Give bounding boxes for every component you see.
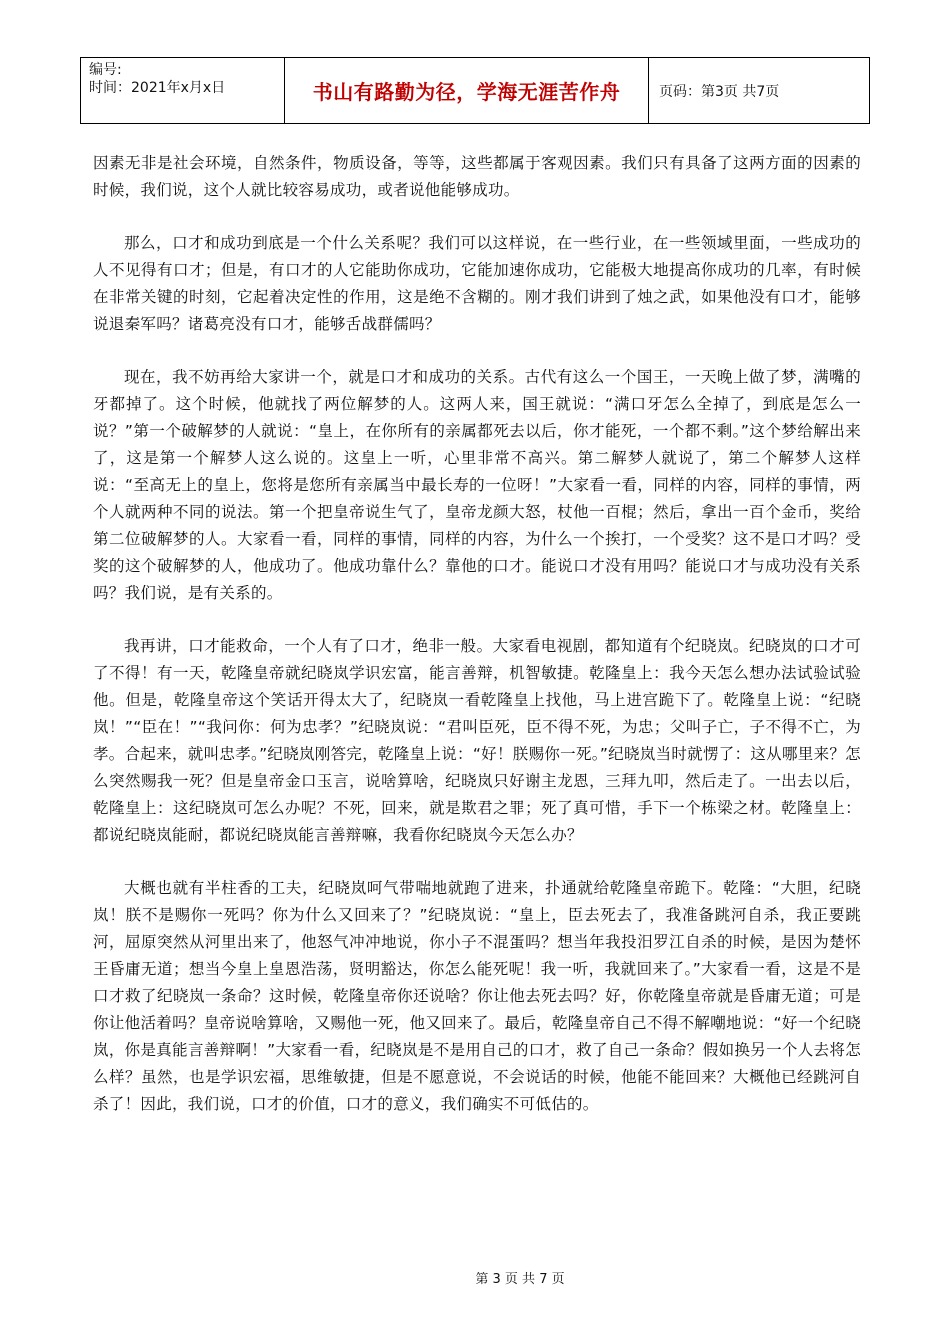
paragraph: 我再讲，口才能救命，一个人有了口才，绝非一般。大家看电视剧，都知道有个纪晓岚。纪晓岚的口才可了不得！有一天，乾隆皇帝就纪晓岚学识宏富，能言善辩，机智敏捷。乾隆皇上：我今天怎么想办法试验试验他。但是，乾隆皇帝这个笑话开得太大了，纪晓岚一看乾隆皇上找他，马上进宫跪下了。乾隆皇上说：“纪晓岚！”“臣在！”“我问你：何为忠孝？”纪晓岚说：“君叫臣死，臣不得不死，为忠；父叫子亡，子不得不亡，为孝。合起来，就叫忠孝。”纪晓岚刚答完，乾隆皇上说：“好！朕赐你一死。”纪晓岚当时就愣了：这从哪里来？怎么突然赐我一死？但是皇帝金口玉言，说啥算啥，纪晓岚只好谢主龙恩，三拜九叩，然后走了。一出去以后，乾隆皇上：这纪晓岚可怎么办呢？不死，回来，就是欺君之罪；死了真可惜，手下一个栋梁之材。乾隆皇上：都说纪晓岚能耐，都说纪晓岚能言善辩嘛，我看你纪晓岚今天怎么办？ xyxy=(93,637,861,844)
paragraph: 现在，我不妨再给大家讲一个，就是口才和成功的关系。古代有这么一个国王，一天晚上做了梦，满嘴的牙都掉了。这个时候，他就找了两位解梦的人。这两人来，国王就说：“满口牙怎么全掉了，到底是怎么一说？”第一个破解梦的人就说：“皇上，在你所有的亲属都死去以后，你才能死，一个都不剩。”这个梦给解出来了，这是第一个解梦人这么说的。这皇上一听，心里非常不高兴。第二解梦人就说了，第二个解梦人这样说：“至高无上的皇上，您将是您所有亲属当中最长寿的一位呀！”大家看一看，同样的内容，同样的事情，两个人就两种不同的说法。第一个把皇帝说生气了，皇帝龙颜大怒，杖他一百棍；然后，拿出一百个金币，奖给第二位破解梦的人。大家看一看，同样的事情，同样的内容，为什么一个挨打，一个受奖？这不是口才吗？受奖的这个破解梦的人，他成功了。他成功靠什么？靠他的口才。能说口才没有用吗？能说口才与成功没有关系吗？我们说，是有关系的。 xyxy=(93,368,861,602)
page-footer xyxy=(0,1268,950,1287)
time-label: 时间：2021年x月x日 xyxy=(89,80,226,96)
number-label: 编号: xyxy=(89,62,122,78)
paragraph: 因素无非是社会环境，自然条件，物质设备，等等，这些都属于客观因素。我们只有具备了这两方面的因素的时候，我们说，这个人就比较容易成功，或者说他能够成功。 xyxy=(93,154,861,199)
header-page-info: 页码：第3页 共7页 xyxy=(659,83,780,100)
footer-page-number: 第 3 页 共 7 页 xyxy=(475,1272,565,1287)
page-header xyxy=(80,57,870,124)
document-body xyxy=(93,150,861,1144)
header-meta xyxy=(81,58,285,123)
paragraph: 那么，口才和成功到底是一个什么关系呢？我们可以这样说，在一些行业，在一些领域里面，一些成功的人不见得有口才；但是，有口才的人它能助你成功，它能加速你成功，它能极大地提高你成功的几率，有时候在非常关键的时刻，它起着决定性的作用，这是绝不含糊的。刚才我们讲到了烛之武，如果他没有口才，能够说退秦军吗？诸葛亮没有口才，能够舌战群儒吗？ xyxy=(93,234,861,333)
paragraph: 大概也就有半柱香的工夫，纪晓岚呵气带喘地就跑了进来，扑通就给乾隆皇帝跪下。乾隆：“大胆，纪晓岚！朕不是赐你一死吗？你为什么又回来了？”纪晓岚说：“皇上，臣去死去了，我准备跳河自杀，我正要跳河，屈原突然从河里出来了，他怒气冲冲地说，你小子不混蛋吗？想当年我投汨罗江自杀的时候，是因为楚怀王昏庸无道；想当今皇上皇恩浩荡，贤明豁达，你怎么能死呢！我一听，我就回来了。”大家看一看，这是不是口才救了纪晓岚一条命？这时候，乾隆皇帝你还说啥？你让他去死去吗？好，你乾隆皇帝就是昏庸无道；可是你让他活着吗？皇帝说啥算啥，又赐他一死，他又回来了。最后，乾隆皇帝自己不得不解嘲地说：“好一个纪晓岚，你是真能言善辩啊！”大家看一看，纪晓岚是不是用自己的口才，救了自己一条命？假如换另一个人去将怎么样？虽然，也是学识宏福，思维敏捷，但是不愿意说，不会说话的时候，他能不能回来？大概他已经跳河自杀了！因此，我们说，口才的价值，口才的意义，我们确实不可低估的。 xyxy=(93,879,861,1113)
header-motto: 书山有路勤为径，学海无涯苦作舟 xyxy=(285,58,649,123)
